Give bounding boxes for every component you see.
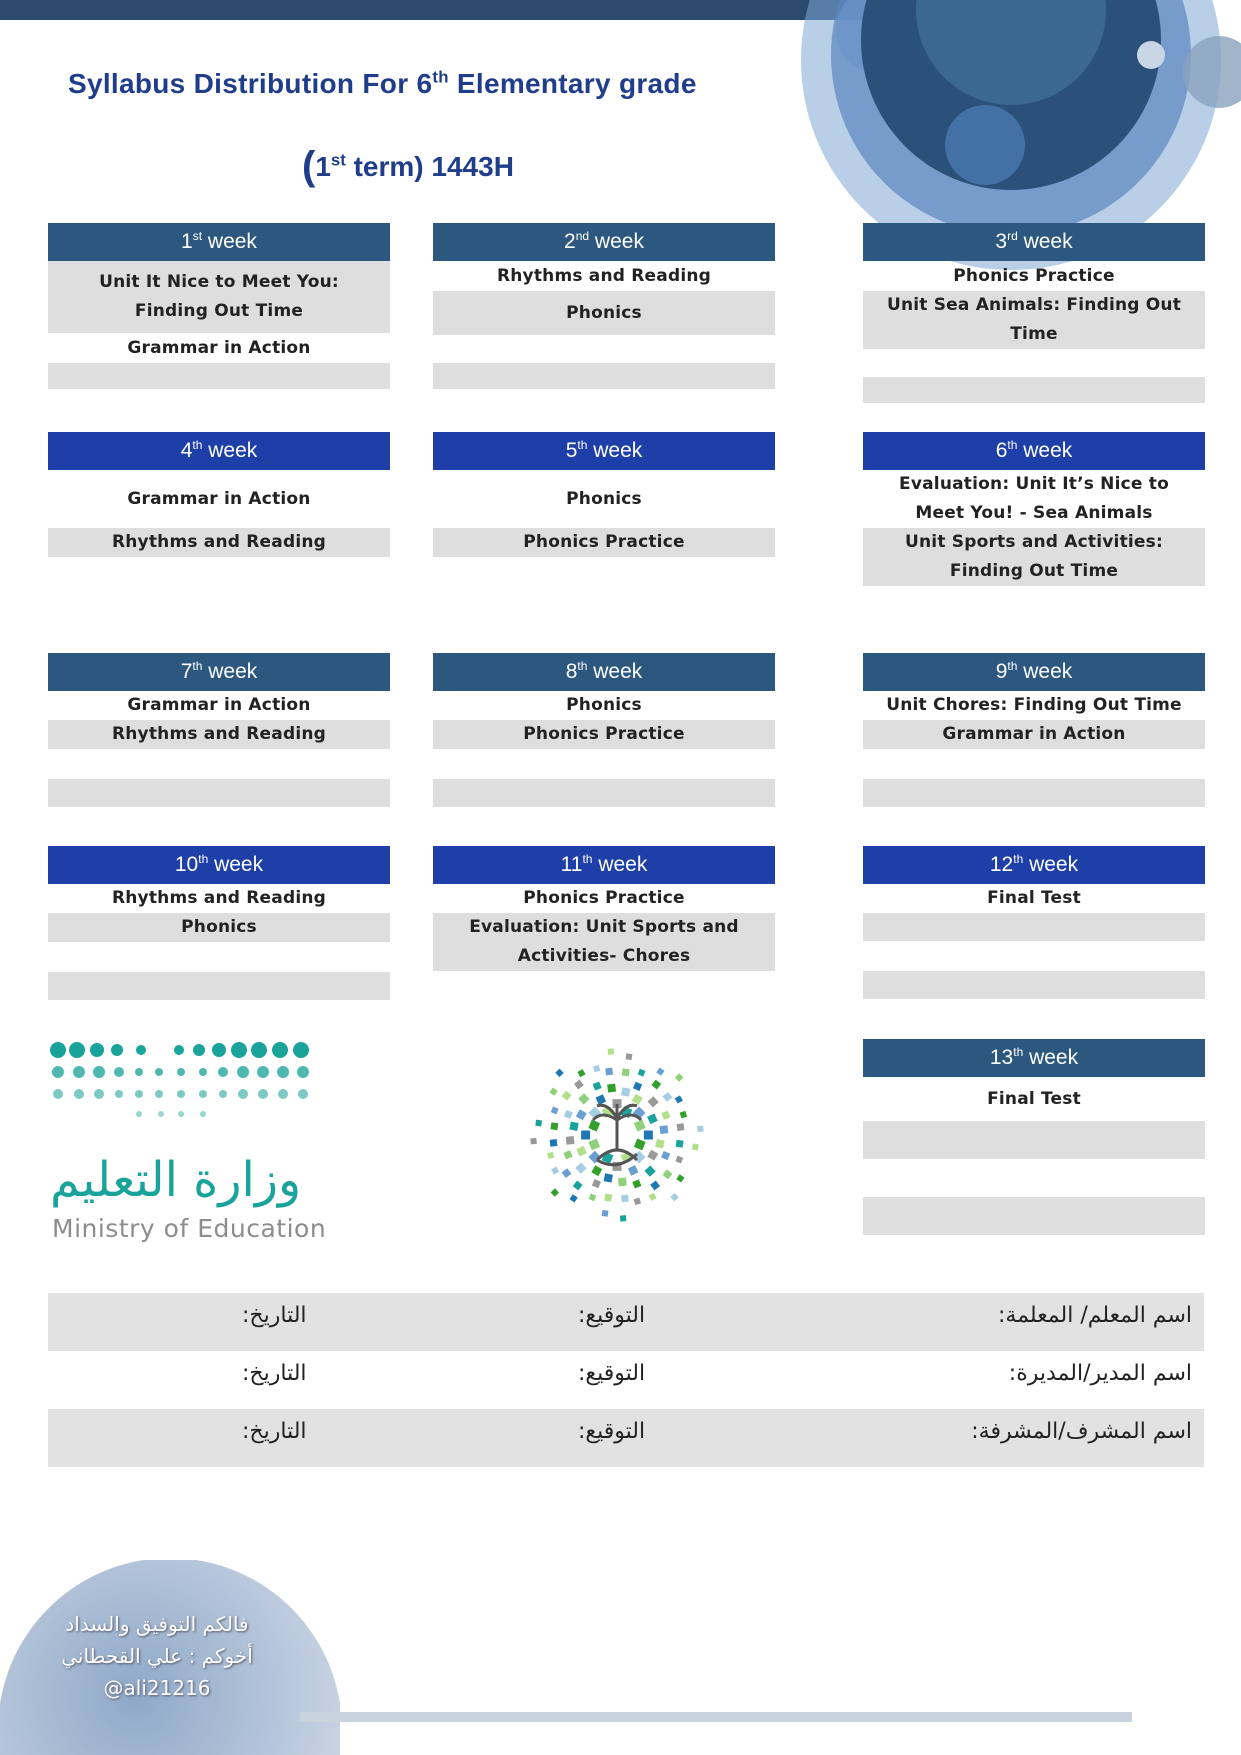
principal-sign-label: التوقيع: — [578, 1361, 646, 1386]
week-block-12 — [863, 846, 1205, 999]
week-2-topic-2: Phonics — [433, 291, 775, 335]
supervisor-date-label: التاريخ: — [242, 1419, 307, 1444]
week-header-4: 4th week — [48, 432, 390, 470]
logo-dot — [219, 1090, 227, 1098]
emblem-square — [596, 1094, 607, 1105]
week-header-2: 2nd week — [433, 223, 775, 261]
week-block-5 — [433, 432, 775, 589]
week-8-topic-4 — [433, 779, 775, 807]
emblem-square — [564, 1150, 573, 1159]
logo-dot — [69, 1042, 85, 1058]
emblem-square — [550, 1139, 558, 1147]
emblem-square — [676, 1174, 684, 1182]
logo-dot — [297, 1066, 309, 1078]
emblem-square — [562, 1091, 572, 1101]
logo-dot — [135, 1090, 143, 1098]
logo-dot — [174, 1045, 184, 1055]
emblem-square — [530, 1138, 536, 1144]
week-block-11 — [433, 846, 775, 971]
emblem-square — [632, 1094, 643, 1105]
emblem-square — [648, 1193, 656, 1201]
week-10-topic-1: Rhythms and Reading — [111, 888, 327, 908]
logo-dot — [177, 1090, 185, 1098]
logo-dot — [94, 1089, 104, 1099]
emblem-square — [555, 1069, 563, 1077]
logo-dot — [74, 1089, 84, 1099]
week-1-topic-3 — [48, 363, 390, 389]
emblem-square — [569, 1194, 577, 1202]
emblem-square — [592, 1179, 601, 1188]
week-9-topic-1: Unit Chores: Finding Out Time — [886, 695, 1182, 715]
emblem-square — [576, 1109, 587, 1120]
week-5-topic-3 — [433, 557, 775, 589]
logo-dot — [277, 1066, 289, 1078]
emblem-square — [535, 1120, 542, 1127]
logo-dot — [50, 1042, 66, 1058]
logo-dot — [93, 1066, 105, 1078]
emblem-square — [634, 1139, 646, 1151]
week-header-11: 11th week — [433, 846, 775, 884]
week-block-1 — [48, 223, 390, 389]
emblem-square — [644, 1165, 655, 1176]
emblem-square — [621, 1087, 630, 1096]
emblem-square — [562, 1168, 572, 1178]
week-3-topic-2: Unit Sea Animals: Finding Out Time — [863, 291, 1205, 349]
week-block-13 — [863, 1039, 1205, 1235]
emblem-square — [670, 1193, 678, 1201]
logo-dot — [155, 1068, 163, 1076]
signature-row-principal — [48, 1351, 1204, 1409]
emblem-square — [647, 1150, 658, 1161]
emblem-square — [634, 1198, 641, 1205]
emblem-square — [628, 1165, 639, 1176]
emblem-square — [633, 1082, 642, 1091]
emblem-square — [659, 1125, 668, 1134]
week-4-topic-2: Rhythms and Reading — [48, 528, 390, 557]
week-2-topic-1: Rhythms and Reading — [496, 265, 712, 286]
week-10-topic-2: Phonics — [48, 913, 390, 942]
week-8-topic-3 — [433, 749, 775, 779]
week-11-topic-1: Phonics Practice — [523, 888, 685, 908]
week-header-13: 13th week — [863, 1039, 1205, 1077]
emblem-square — [663, 1092, 673, 1102]
signature-row-supervisor — [48, 1409, 1204, 1467]
week-header-8: 8th week — [433, 653, 775, 691]
emblem-square — [564, 1110, 573, 1119]
logo-dot — [199, 1068, 207, 1076]
week-13-topic-1: Final Test — [987, 1088, 1081, 1109]
week-13-topic-3 — [863, 1159, 1205, 1197]
emblem-square — [576, 1146, 587, 1157]
logo-dot — [155, 1090, 163, 1098]
emblem-square — [604, 1173, 613, 1182]
teacher-date-label: التاريخ: — [242, 1303, 307, 1328]
saudi-emblem-logo — [527, 1040, 707, 1230]
emblem-square — [551, 1188, 559, 1196]
page-title: Syllabus Distribution For 6th Elementary grade — [68, 67, 697, 99]
logo-dot — [258, 1089, 268, 1099]
emblem-square — [589, 1193, 597, 1201]
footer-credit — [52, 1608, 262, 1704]
emblem-square — [651, 1080, 661, 1090]
week-header-7: 7th week — [48, 653, 390, 691]
logo-dot — [298, 1089, 308, 1099]
week-2-topic-3 — [433, 335, 775, 363]
logo-dot — [278, 1089, 288, 1099]
week-7-topic-2: Rhythms and Reading — [48, 720, 390, 749]
week-9-topic-4 — [863, 779, 1205, 807]
emblem-square — [577, 1069, 585, 1077]
emblem-square — [626, 1053, 633, 1060]
week-header-12: 12th week — [863, 846, 1205, 884]
week-header-9: 9th week — [863, 653, 1205, 691]
emblem-square — [676, 1140, 684, 1148]
week-10-topic-3 — [48, 942, 390, 972]
week-3-topic-3 — [863, 349, 1205, 377]
week-12-topic-1: Final Test — [987, 888, 1081, 908]
emblem-square — [574, 1080, 584, 1090]
emblem-square — [602, 1210, 609, 1217]
week-7-topic-4 — [48, 779, 390, 807]
ministry-logo-dots — [48, 1042, 338, 1242]
week-13-topic-4 — [863, 1197, 1205, 1235]
supervisor-name-label: اسم المشرف/المشرفة: — [971, 1419, 1192, 1444]
emblem-square — [638, 1069, 646, 1077]
emblem-square — [656, 1067, 664, 1075]
week-1-topic-2: Grammar in Action — [127, 337, 311, 358]
bottom-bar — [300, 1712, 1132, 1722]
logo-dot — [293, 1042, 309, 1058]
logo-dot — [114, 1067, 124, 1077]
emblem-square — [588, 1120, 600, 1132]
logo-dot — [53, 1089, 63, 1099]
emblem-square — [551, 1107, 559, 1115]
emblem-square — [550, 1122, 558, 1130]
week-block-6 — [863, 432, 1205, 586]
emblem-square — [650, 1181, 660, 1191]
emblem-square — [573, 1181, 583, 1191]
logo-dot — [212, 1043, 226, 1057]
page-subtitle: (1st term) 1443H — [302, 144, 514, 188]
week-13-topic-2 — [863, 1121, 1205, 1159]
week-block-2 — [433, 223, 775, 389]
teacher-name-label: اسم المعلم/ المعلمة: — [997, 1303, 1192, 1328]
emblem-square — [680, 1111, 687, 1118]
emblem-square — [675, 1156, 683, 1164]
week-6-topic-2: Unit Sports and Activities: Finding Out Time — [863, 528, 1205, 586]
week-11-topic-2: Evaluation: Unit Sports and Activities- Chores — [433, 913, 775, 971]
logo-dot — [251, 1042, 267, 1058]
emblem-square — [675, 1095, 683, 1103]
footer-line-3: @ali21216 — [103, 1676, 211, 1700]
emblem-square — [581, 1130, 590, 1139]
emblem-square — [551, 1166, 559, 1174]
week-7-topic-1: Grammar in Action — [127, 695, 311, 715]
logo-dot — [200, 1111, 206, 1117]
emblem-square — [591, 1165, 602, 1176]
emblem-square — [632, 1179, 641, 1188]
logo-dot — [158, 1111, 164, 1117]
logo-dot — [178, 1111, 184, 1117]
week-12-topic-4 — [863, 971, 1205, 999]
emblem-square — [547, 1152, 554, 1159]
week-8-topic-2: Phonics Practice — [433, 720, 775, 749]
emblem-square — [608, 1048, 614, 1054]
emblem-square — [663, 1169, 673, 1179]
emblem-square — [549, 1087, 557, 1095]
logo-dot — [272, 1042, 288, 1058]
emblem-square — [588, 1139, 600, 1151]
teacher-sign-label: التوقيع: — [578, 1303, 646, 1328]
logo-dot — [136, 1111, 142, 1117]
week-block-4 — [48, 432, 390, 589]
week-block-10 — [48, 846, 390, 1000]
emblem-square — [607, 1084, 616, 1093]
logo-dot — [73, 1066, 85, 1078]
week-block-8 — [433, 653, 775, 807]
emblem-square — [566, 1136, 575, 1145]
logo-dot — [135, 1068, 143, 1076]
week-3-topic-4 — [863, 377, 1205, 403]
logo-dot — [52, 1066, 64, 1078]
week-block-9 — [863, 653, 1205, 807]
principal-date-label: التاريخ: — [242, 1361, 307, 1386]
emblem-square — [620, 1215, 626, 1221]
emblem-square — [622, 1068, 630, 1076]
emblem-square — [647, 1096, 658, 1107]
emblem-square — [578, 1093, 589, 1104]
emblem-square — [697, 1126, 703, 1132]
week-header-3: 3rd week — [863, 223, 1205, 261]
week-10-topic-4 — [48, 972, 390, 1000]
emblem-square — [692, 1144, 699, 1151]
emblem-square — [677, 1123, 685, 1131]
signature-row-teacher — [48, 1293, 1204, 1351]
logo-dot — [193, 1044, 205, 1056]
emblem-square — [661, 1111, 670, 1120]
emblem-square — [661, 1151, 670, 1160]
logo-dot — [257, 1066, 269, 1078]
week-header-10: 10th week — [48, 846, 390, 884]
logo-dot — [90, 1043, 104, 1057]
logo-dot — [237, 1066, 249, 1078]
emblem-square — [675, 1073, 683, 1081]
week-8-topic-1: Phonics — [566, 695, 642, 715]
emblem-square — [604, 1194, 612, 1202]
logo-dot — [136, 1045, 146, 1055]
logo-dot — [231, 1042, 247, 1058]
week-3-topic-1: Phonics Practice — [953, 265, 1115, 286]
week-2-topic-4 — [433, 363, 775, 389]
week-header-6: 6th week — [863, 432, 1205, 470]
logo-dot — [199, 1090, 207, 1098]
logo-dot — [177, 1068, 185, 1076]
week-7-topic-3 — [48, 749, 390, 779]
week-12-topic-2 — [863, 913, 1205, 941]
emblem-square — [647, 1114, 658, 1125]
week-4-topic-3 — [48, 557, 390, 589]
ministry-logo-english: Ministry of Education — [52, 1214, 327, 1243]
week-header-5: 5th week — [433, 432, 775, 470]
emblem-square — [655, 1139, 664, 1148]
ministry-logo-arabic: وزارة التعليم — [50, 1152, 302, 1208]
footer-line-1: فالكم التوفيق والسداد — [65, 1612, 249, 1636]
week-9-topic-3 — [863, 749, 1205, 779]
week-6-topic-1: Evaluation: Unit It’s Nice to Meet You! - Sea Animals — [899, 474, 1169, 523]
logo-dot — [238, 1089, 248, 1099]
emblem-square — [621, 1195, 629, 1203]
principal-name-label: اسم المدير/المديرة: — [1008, 1361, 1192, 1386]
logo-dot — [111, 1044, 123, 1056]
emblem-square — [634, 1120, 646, 1132]
emblem-square — [644, 1131, 653, 1140]
emblem-square — [593, 1065, 600, 1072]
emblem-square — [618, 1177, 627, 1186]
emblem-square — [575, 1162, 586, 1173]
week-5-topic-1: Phonics — [566, 488, 642, 509]
week-block-7 — [48, 653, 390, 807]
footer-line-2: أخوكم : علي القحطاني — [61, 1644, 253, 1668]
week-4-topic-1: Grammar in Action — [127, 488, 311, 509]
week-12-topic-3 — [863, 941, 1205, 971]
logo-dot — [218, 1067, 228, 1077]
week-9-topic-2: Grammar in Action — [863, 720, 1205, 749]
logo-dot — [115, 1090, 123, 1098]
supervisor-sign-label: التوقيع: — [578, 1419, 646, 1444]
week-header-1: 1st week — [48, 223, 390, 261]
emblem-square — [593, 1082, 602, 1091]
emblem-square — [605, 1068, 613, 1076]
emblem-square — [569, 1122, 578, 1131]
week-5-topic-2: Phonics Practice — [433, 528, 775, 557]
week-1-topic-1: Unit It Nice to Meet You: Finding Out Time — [48, 261, 390, 333]
week-block-3 — [863, 223, 1205, 403]
